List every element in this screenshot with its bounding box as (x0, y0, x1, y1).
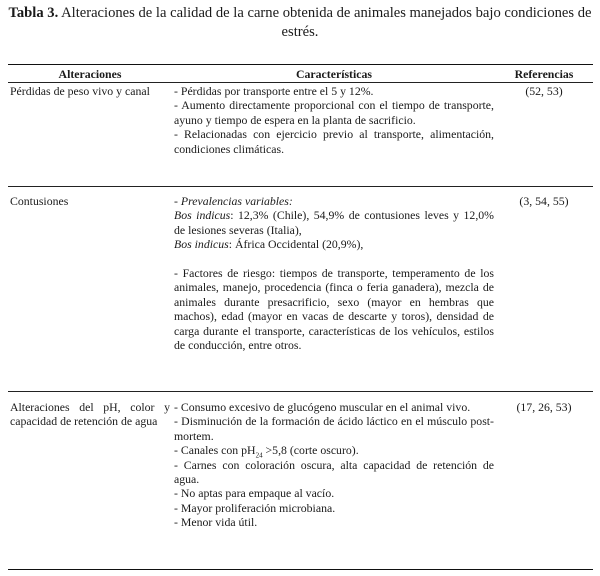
prevalence-text: : África Occidental (20,9%), (228, 237, 364, 252)
table-top-rule (8, 64, 593, 65)
characteristic-item: - Disminución de la formación de ácido láctico en el músculo post-mortem. (174, 414, 494, 443)
characteristic-item: - Aumento directamente proporcional con el tiempo de transporte, ayuno y tiempo de espera en la planta de sacrificio. (174, 98, 494, 127)
characteristic-item: - No aptas para empaque al vacío. (174, 486, 335, 501)
characteristics-cell (174, 84, 494, 156)
references-cell: (17, 26, 53) (516, 400, 572, 414)
alteration-cell: Alteraciones del pH, color y capacidad de retención de agua (10, 400, 170, 429)
header-alteraciones: Alteraciones (58, 67, 122, 81)
characteristic-item: - Pérdidas por transporte entre el 5 y 12%. (174, 84, 374, 98)
alteration-cell: Contusiones (10, 194, 69, 208)
ph-after: >5,8 (corte oscuro). (262, 443, 359, 458)
characteristic-item: - Relacionadas con ejercicio previo al transporte, alimentación, condiciones climáticas. (174, 127, 494, 156)
prevalence-line (174, 208, 494, 237)
row-rule (8, 391, 593, 392)
alteration-cell: Pérdidas de peso vivo y canal (10, 84, 150, 98)
prevalence-text: : 12,3% (Chile), 54,9% de contusiones leves y 12,0% de lesiones severas (Italia), (174, 208, 494, 237)
species-name: Bos indicus (174, 237, 229, 252)
references-cell: (3, 54, 55) (519, 194, 569, 208)
header-referencias: Referencias (514, 67, 574, 81)
table-bottom-rule (8, 569, 593, 570)
characteristics-cell (174, 400, 494, 530)
caption-label: Tabla 3. (8, 5, 59, 21)
characteristics-cell (174, 194, 494, 352)
prevalence-title: - Prevalencias variables: (174, 194, 293, 208)
species-name: Bos indicus (174, 208, 231, 223)
ph-before: - Canales con pH (174, 443, 256, 458)
references-cell: (52, 53) (525, 84, 563, 98)
risk-factors: - Factores de riesgo: tiempos de transporte, temperamento de los animales, manejo, procedencia (finca o feria ganadera), mezcla de animales durante presacrificio, sexo (mayor en hembras que machos), edad (mayor en vacas de descarte y toros), densidad de carga durante el transporte, características de los vehículos, estilos de conducción, entre otros. (174, 266, 494, 353)
prevalence-line (174, 237, 494, 251)
table-caption (8, 4, 592, 42)
characteristic-item: - Mayor proliferación microbiana. (174, 500, 336, 515)
characteristic-item: - Carnes con coloración oscura, alta capacidad de retención de agua. (174, 457, 494, 487)
ph-line (174, 443, 494, 460)
header-rule (8, 82, 593, 83)
header-caracteristicas: Características (296, 67, 372, 81)
characteristic-item: - Menor vida útil. (174, 515, 258, 530)
characteristic-item: - Consumo excesivo de glucógeno muscular en el animal vivo. (174, 400, 471, 414)
paragraph-gap (174, 252, 494, 266)
row-rule (8, 186, 593, 187)
ph-subscript: 24 (255, 451, 263, 460)
caption-text: Alteraciones de la calidad de la carne obtenida de animales manejados bajo condiciones de estrés. (61, 5, 592, 40)
